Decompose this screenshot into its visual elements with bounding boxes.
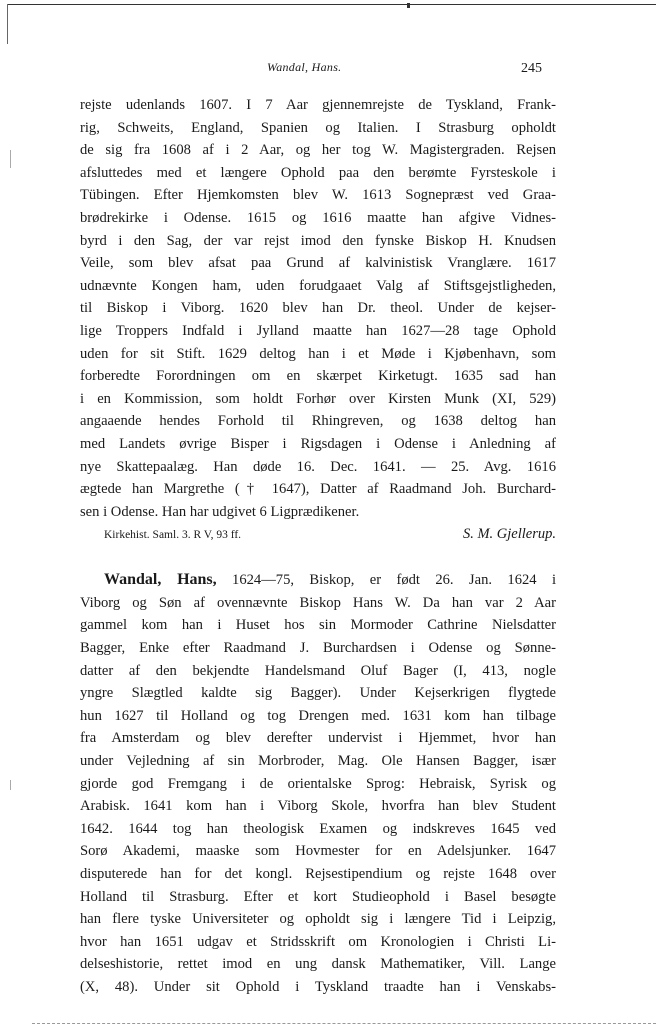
binding-mark [407, 3, 410, 8]
entry-first-line [80, 569, 556, 592]
text-line: hun 1627 til Holland og tog Drengen med. 1631 kom han tilbage [80, 707, 556, 724]
text-line: under Vejledning af sin Morbroder, Mag. Ole Hansen Bagger, især [80, 753, 556, 770]
page-number: 245 [521, 61, 542, 76]
text-line: angaaende hendes Forhold til Rhingreven, og 1638 deltog han [80, 413, 556, 430]
text-line: forberedte Forordningen om en skærpet Kirketugt. 1635 sad han [80, 368, 556, 385]
text-line: disputerede han for det kongl. Rejsestipendium og rejste 1648 over [80, 866, 556, 882]
left-border-rule [7, 4, 8, 44]
entry-separator [80, 545, 556, 569]
text-line: Arabisk. 1641 kom han i Viborg Skole, hvorfra han blev Student [80, 798, 556, 815]
text-line: gammel kom han i Huset hos sin Mormoder Cathrine Nielsdatter [80, 617, 556, 634]
text-line: brødrekirke i Odense. 1615 og 1616 maatte han afgive Vidnes- [80, 209, 556, 226]
text-line: gjorde god Fremgang i de orientalske Sprog: Hebraisk, Syrisk og [80, 775, 556, 792]
text-line: datter af den bekjendte Handelsmand Oluf Bager (I, 413, nogle [80, 662, 556, 679]
text-line: rig, Schweits, England, Spanien og Italien. I Strasburg opholdt [80, 119, 556, 136]
bottom-border-rule [32, 1023, 656, 1024]
running-head: Wandal, Hans. [267, 60, 342, 74]
text-line: de sig fra 1608 af i 2 Aar, og her tog W. Magistergraden. Rejsen [80, 142, 556, 159]
text-line: fra Amsterdam og blev derefter undervist i Hjemmet, hvor han [80, 730, 556, 747]
author-signature: S. M. Gjellerup. [462, 526, 556, 543]
entry-hans-wandal-younger [80, 569, 556, 998]
margin-speck [10, 780, 11, 790]
text-line: hvor han 1651 udgav et Stridsskrift om Kronologien i Christi Li- [80, 933, 556, 950]
entry-headword: Wandal, Hans, [104, 571, 217, 589]
text-line: han flere tyske Universiteter og opholdt sig i længere Tid i Leipzig, [80, 911, 556, 928]
text-line: nye Skattepaalæg. Han døde 16. Dec. 1641. — 25. Avg. 1616 [80, 458, 556, 475]
reference-line [80, 523, 556, 545]
text-line: afsluttedes med et længere Ophold paa den berømte Fyrsteskole i [80, 164, 556, 181]
text-line: lige Troppers Indfald i Jylland maatte han 1627—28 tage Ophold [80, 322, 556, 339]
top-border-rule [8, 4, 656, 5]
text-line: Sorø Akademi, maaske som Hovmester for en Adelsjunker. 1647 [80, 843, 556, 860]
text-line: Tübingen. Efter Hjemkomsten blev W. 1613 Sognepræst ved Graa- [80, 187, 556, 204]
text-line: Viborg og Søn af ovennævnte Biskop Hans W. Da han var 2 Aar [80, 594, 556, 611]
text-line: Bagger, Enke efter Raadmand J. Burchardsen i Odense og Sønne- [80, 640, 556, 657]
text-line: yngre Slægtled kaldte sig Bagger). Under Kejserkrigen flygtede [80, 685, 556, 702]
text-line: sen i Odense. Han har udgivet 6 Ligprædikener. [80, 503, 360, 520]
text-line: rejste udenlands 1607. I 7 Aar gjennemrejste de Tyskland, Frank- [80, 97, 556, 113]
text-line: udnævnte Kongen ham, uden forudgaaet Valg af Stiftsgejstligheden, [80, 277, 556, 294]
text-line: med Landets øvrige Bisper i Rigsdagen i Odense i Anledning af [80, 435, 556, 452]
page-body [80, 94, 556, 999]
text-line: uden for sit Stift. 1629 deltog han i et Møde i Kjøbenhavn, som [80, 345, 556, 362]
text-line: Holland til Strasburg. Efter et kort Studieophold i Basel besøgte [80, 888, 556, 905]
entry-hans-wandal-elder [80, 94, 556, 545]
text-line: (X, 48). Under sit Ophold i Tyskland traadte han i Venskabs- [80, 978, 556, 995]
text-line: byrd i den Sag, der var rejst imod den fynske Biskop H. Knudsen [80, 232, 556, 249]
source-reference: Kirkehist. Saml. 3. R V, 93 ff. [104, 529, 242, 542]
text-line: til Biskop i Viborg. 1620 blev han Dr. theol. Under de kejser- [80, 300, 556, 317]
text-line: delseshistorie, rettet imod en ung dansk Mathematiker, Vill. Lange [80, 956, 556, 973]
text-line: 1642. 1644 tog han theologisk Examen og indskreves 1645 ved [80, 820, 556, 837]
text-line: i en Kommission, som holdt Forhør over Kirsten Munk (XI, 529) [80, 390, 556, 407]
entry-first-line-text: 1624—75, Biskop, er født 26. Jan. 1624 i [216, 572, 556, 589]
margin-speck [10, 150, 11, 168]
text-line: Veile, som blev afsat paa Grund af kalvinistisk Vranglære. 1617 [80, 255, 556, 272]
text-line: ægtede han Margrethe († 1647), Datter af Raadmand Joh. Burchard- [80, 481, 556, 498]
